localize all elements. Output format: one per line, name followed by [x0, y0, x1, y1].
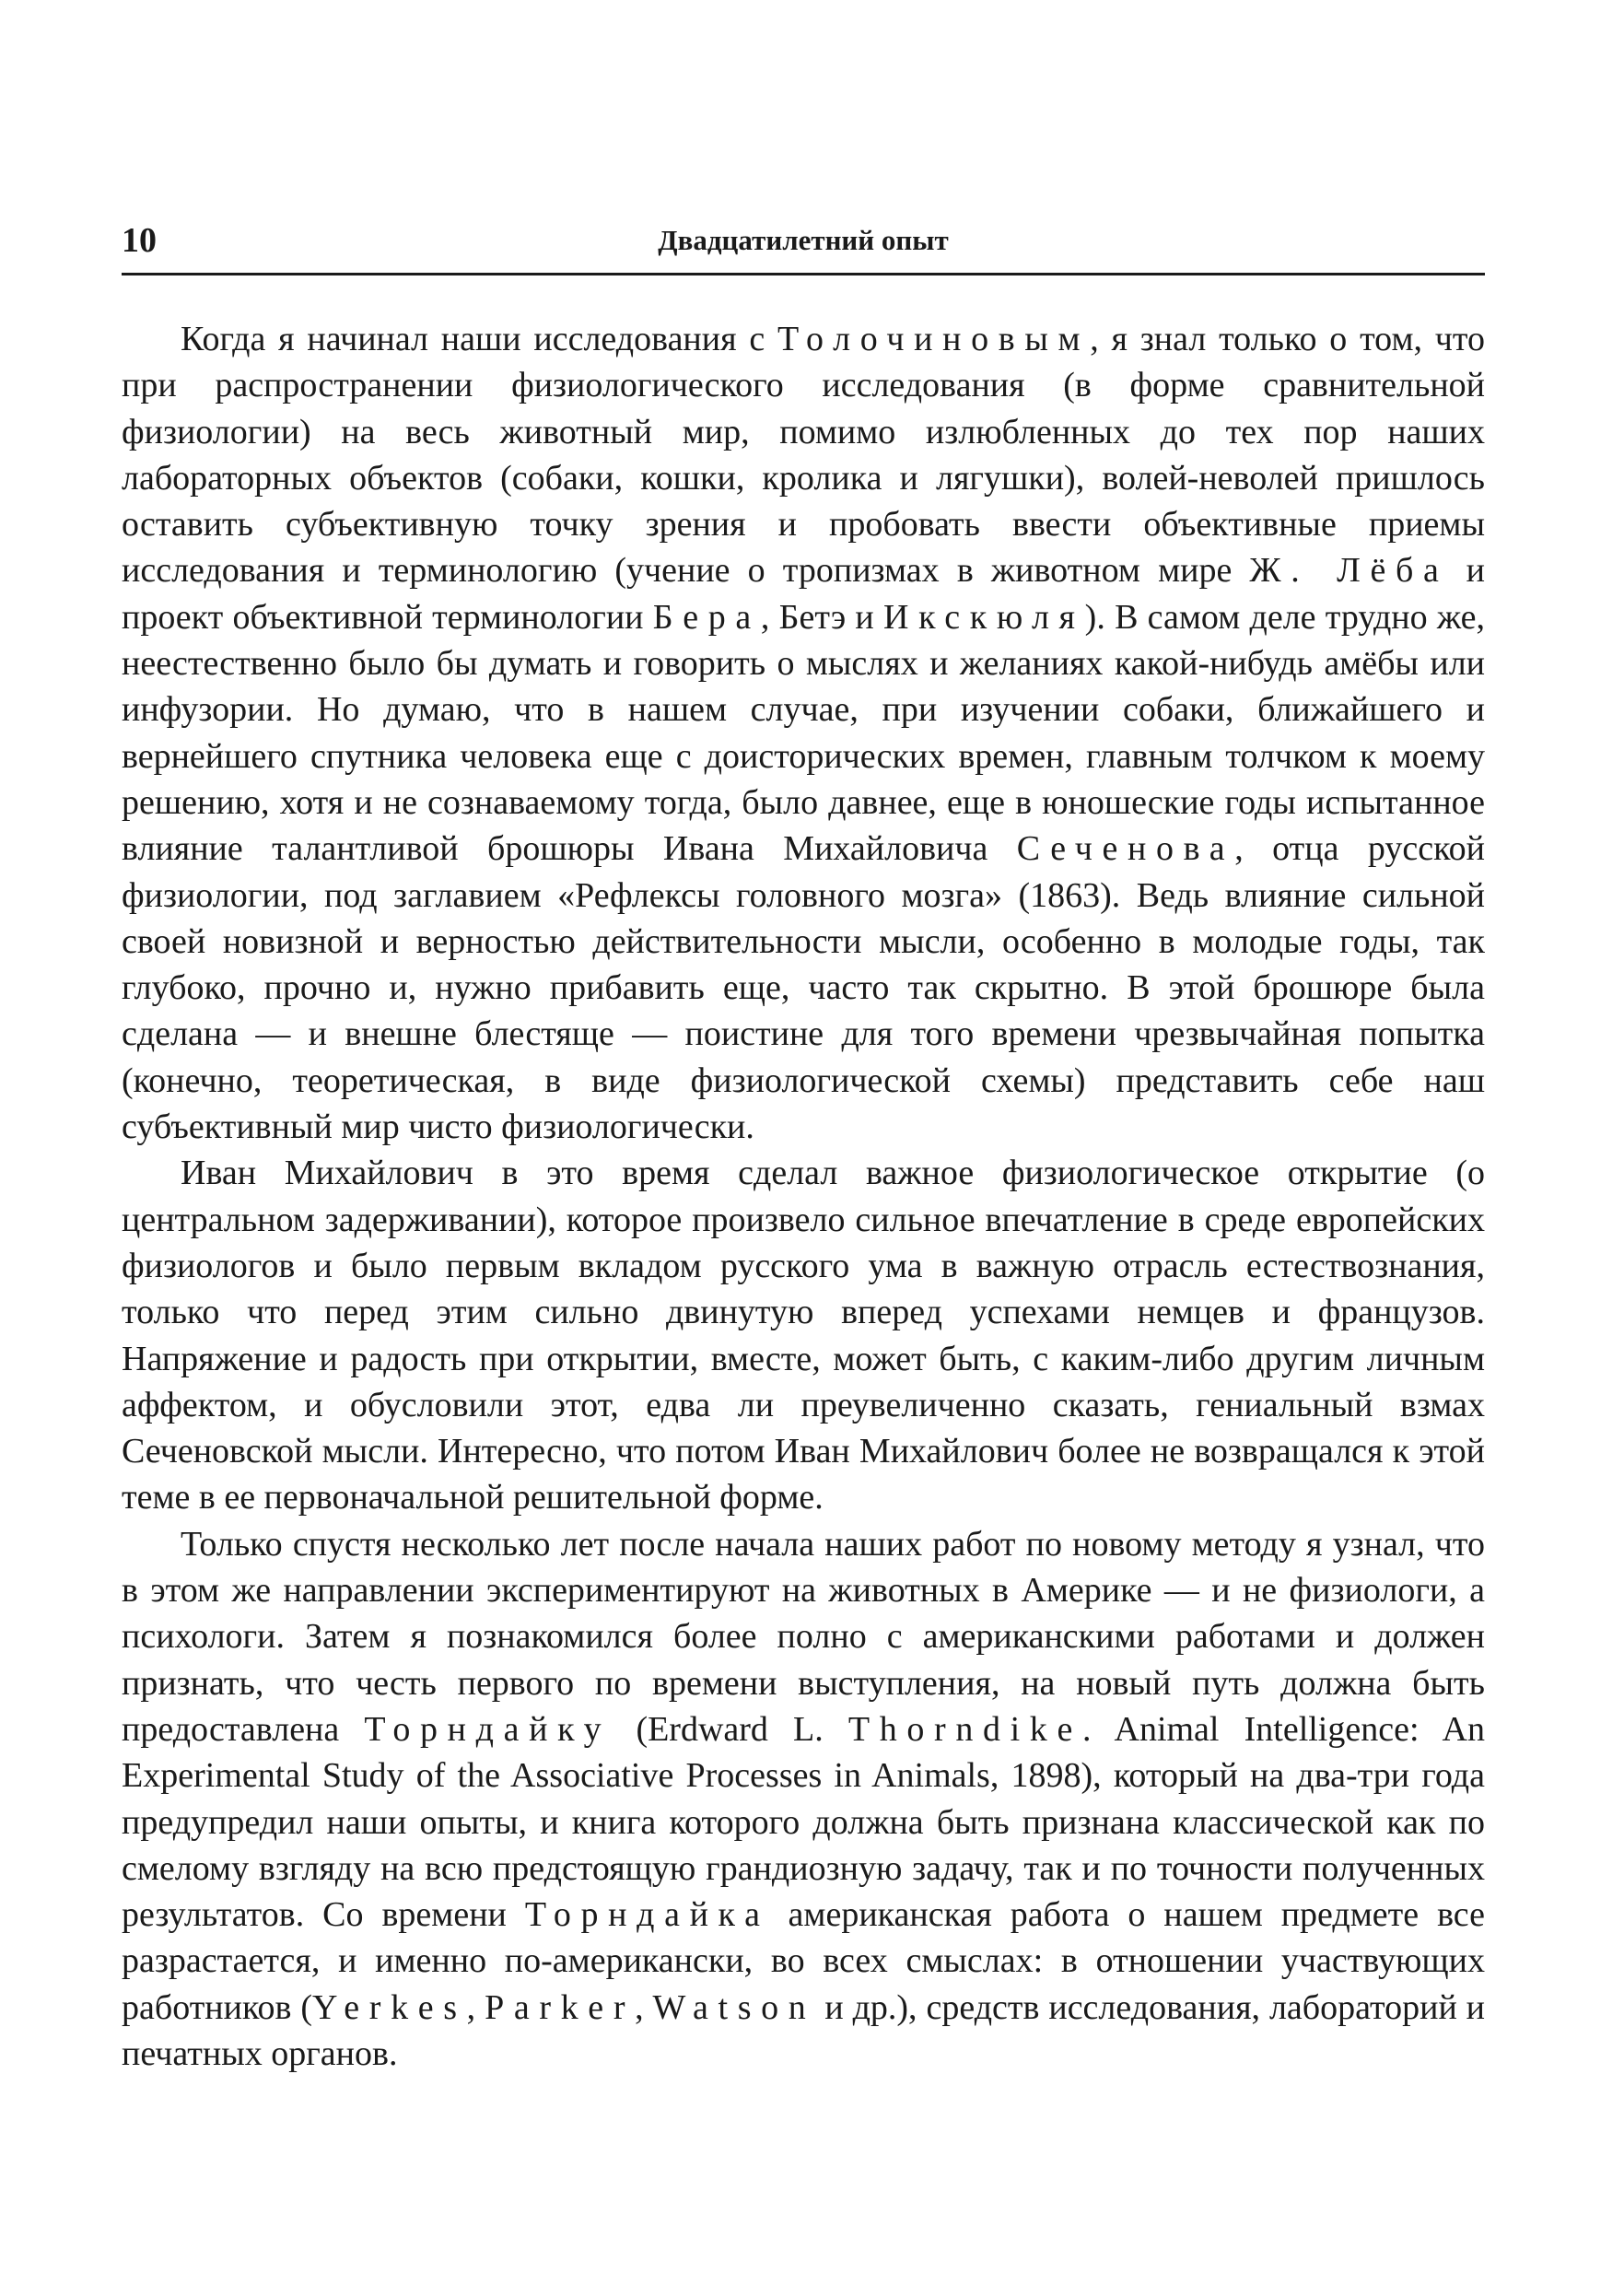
spaced-emphasis: Yerkes	[312, 1987, 467, 2027]
text-run: Только спустя несколько лет после начала наших работ по новому методу я узнал, что в этом же направлении экспериментируют на животных в Америке — и не физиологи, а психологи. Затем я познакомился более полно с американскими работами и должен признать, что честь первого по времени выступления, на новый путь должна быть предоставлена	[122, 1524, 1485, 1749]
page-body	[122, 316, 1485, 2077]
text-run: и др.), средств исследования, лабораторий и печатных органов.	[122, 1987, 1486, 2073]
text-run: ). В самом деле трудно же, неестественно было бы думать и говорить о мыслях и желаниях какой-нибудь амёбы или инфузории. Но думаю, что в нашем случае, при изучении собаки, ближайшего и вернейшего спутника человека еще с доисторических времен, главным толчком к моему решению, хотя и не сознаваемому тогда, было давнее, еще в юношеские годы испытанное влияние талантливой брошюры Ивана Михайловича	[122, 597, 1485, 869]
spaced-emphasis: Икскюля	[883, 597, 1085, 637]
paragraph	[122, 1150, 1485, 1520]
spaced-emphasis: Бера	[652, 597, 761, 637]
text-run: и проект объективной терминологии	[122, 551, 1485, 637]
text-run: . Animal Intelligence: An Experimental Study of the Associative Processes in Animals, 1898), который на два-три года предупредил наши опыты, и книга которого должна быть признана классической как по смелому взгляду на всю предстоящую грандиозную задачу, так и по точности полученных результатов. Со времени	[122, 1709, 1485, 1935]
running-title: Двадцатилетний опыт	[658, 224, 949, 256]
book-page	[122, 217, 1485, 2077]
text-run: ,	[466, 1987, 485, 2027]
text-run: (Erdward L.	[611, 1709, 848, 1749]
spaced-emphasis: Ж. Лёба	[1249, 551, 1449, 591]
text-run: американская работа о нашем предмете все разрастается, и именно по-американски, во всех смыслах: в отношении участвующих работников (	[122, 1895, 1485, 2027]
text-run: Когда я начинал наши исследования с	[181, 320, 778, 358]
spaced-emphasis: Parker	[485, 1987, 636, 2027]
spaced-emphasis: Торндайка	[524, 1895, 770, 1935]
text-run: , Бетэ и	[760, 597, 884, 637]
paragraph	[122, 316, 1485, 1150]
page-number: 10	[122, 221, 157, 260]
spaced-emphasis: Сеченова	[1016, 829, 1235, 869]
spaced-emphasis: Watson	[652, 1987, 816, 2027]
spaced-emphasis: Торндайку	[364, 1709, 612, 1749]
paragraph	[122, 1521, 1485, 2078]
page-header	[122, 217, 1485, 275]
text-run: , отца русской физиологии, под заглавием «Рефлексы головного мозга» (1863). Ведь влияние сильной своей новизной и верностью действительности мысли, особенно в молодые годы, так глубоко, прочно и, нужно прибавить еще, часто так скрытно. В этой брошюре была сделана — и внешне блестяще — поистине для того времени чрезвычайная попытка (конечно, теоретическая, в виде физиологической схемы) представить себе наш субъективный мир чисто физиологически.	[122, 829, 1485, 1147]
spaced-emphasis: Thorndike	[847, 1709, 1082, 1749]
text-run: Иван Михайлович в это время сделал важное физиологическое открытие (о центральном задерживании), которое произвело сильное впечатление в среде европейских физиологов и было первым вкладом русского ума в важную отрасль естествознания, только что перед этим сильно двинутую вперед успехами немцев и французов. Напряжение и радость при открытии, вместе, может быть, с каким-либо другим личным аффектом, и обусловили этот, едва ли преувеличенно сказать, гениальный взмах Сеченовской мысли. Интересно, что потом Иван Михайлович более не возвращался к этой теме в ее первоначальной решительной форме.	[122, 1154, 1485, 1517]
spaced-emphasis: Толочиновым	[777, 320, 1091, 358]
text-run: ,	[635, 1987, 653, 2027]
text-run: , я знал только о том, что при распространении физиологического исследования (в форме сравнительной физиологии) на весь животный мир, помимо излюбленных до тех пор наших лабораторных объектов (собаки, кошки, кролика и лягушки), волей-неволей пришлось оставить субъективную точку зрения и пробовать ввести объективные приемы исследования и терминологию (учение о тропизмах в животном мире	[122, 320, 1485, 591]
